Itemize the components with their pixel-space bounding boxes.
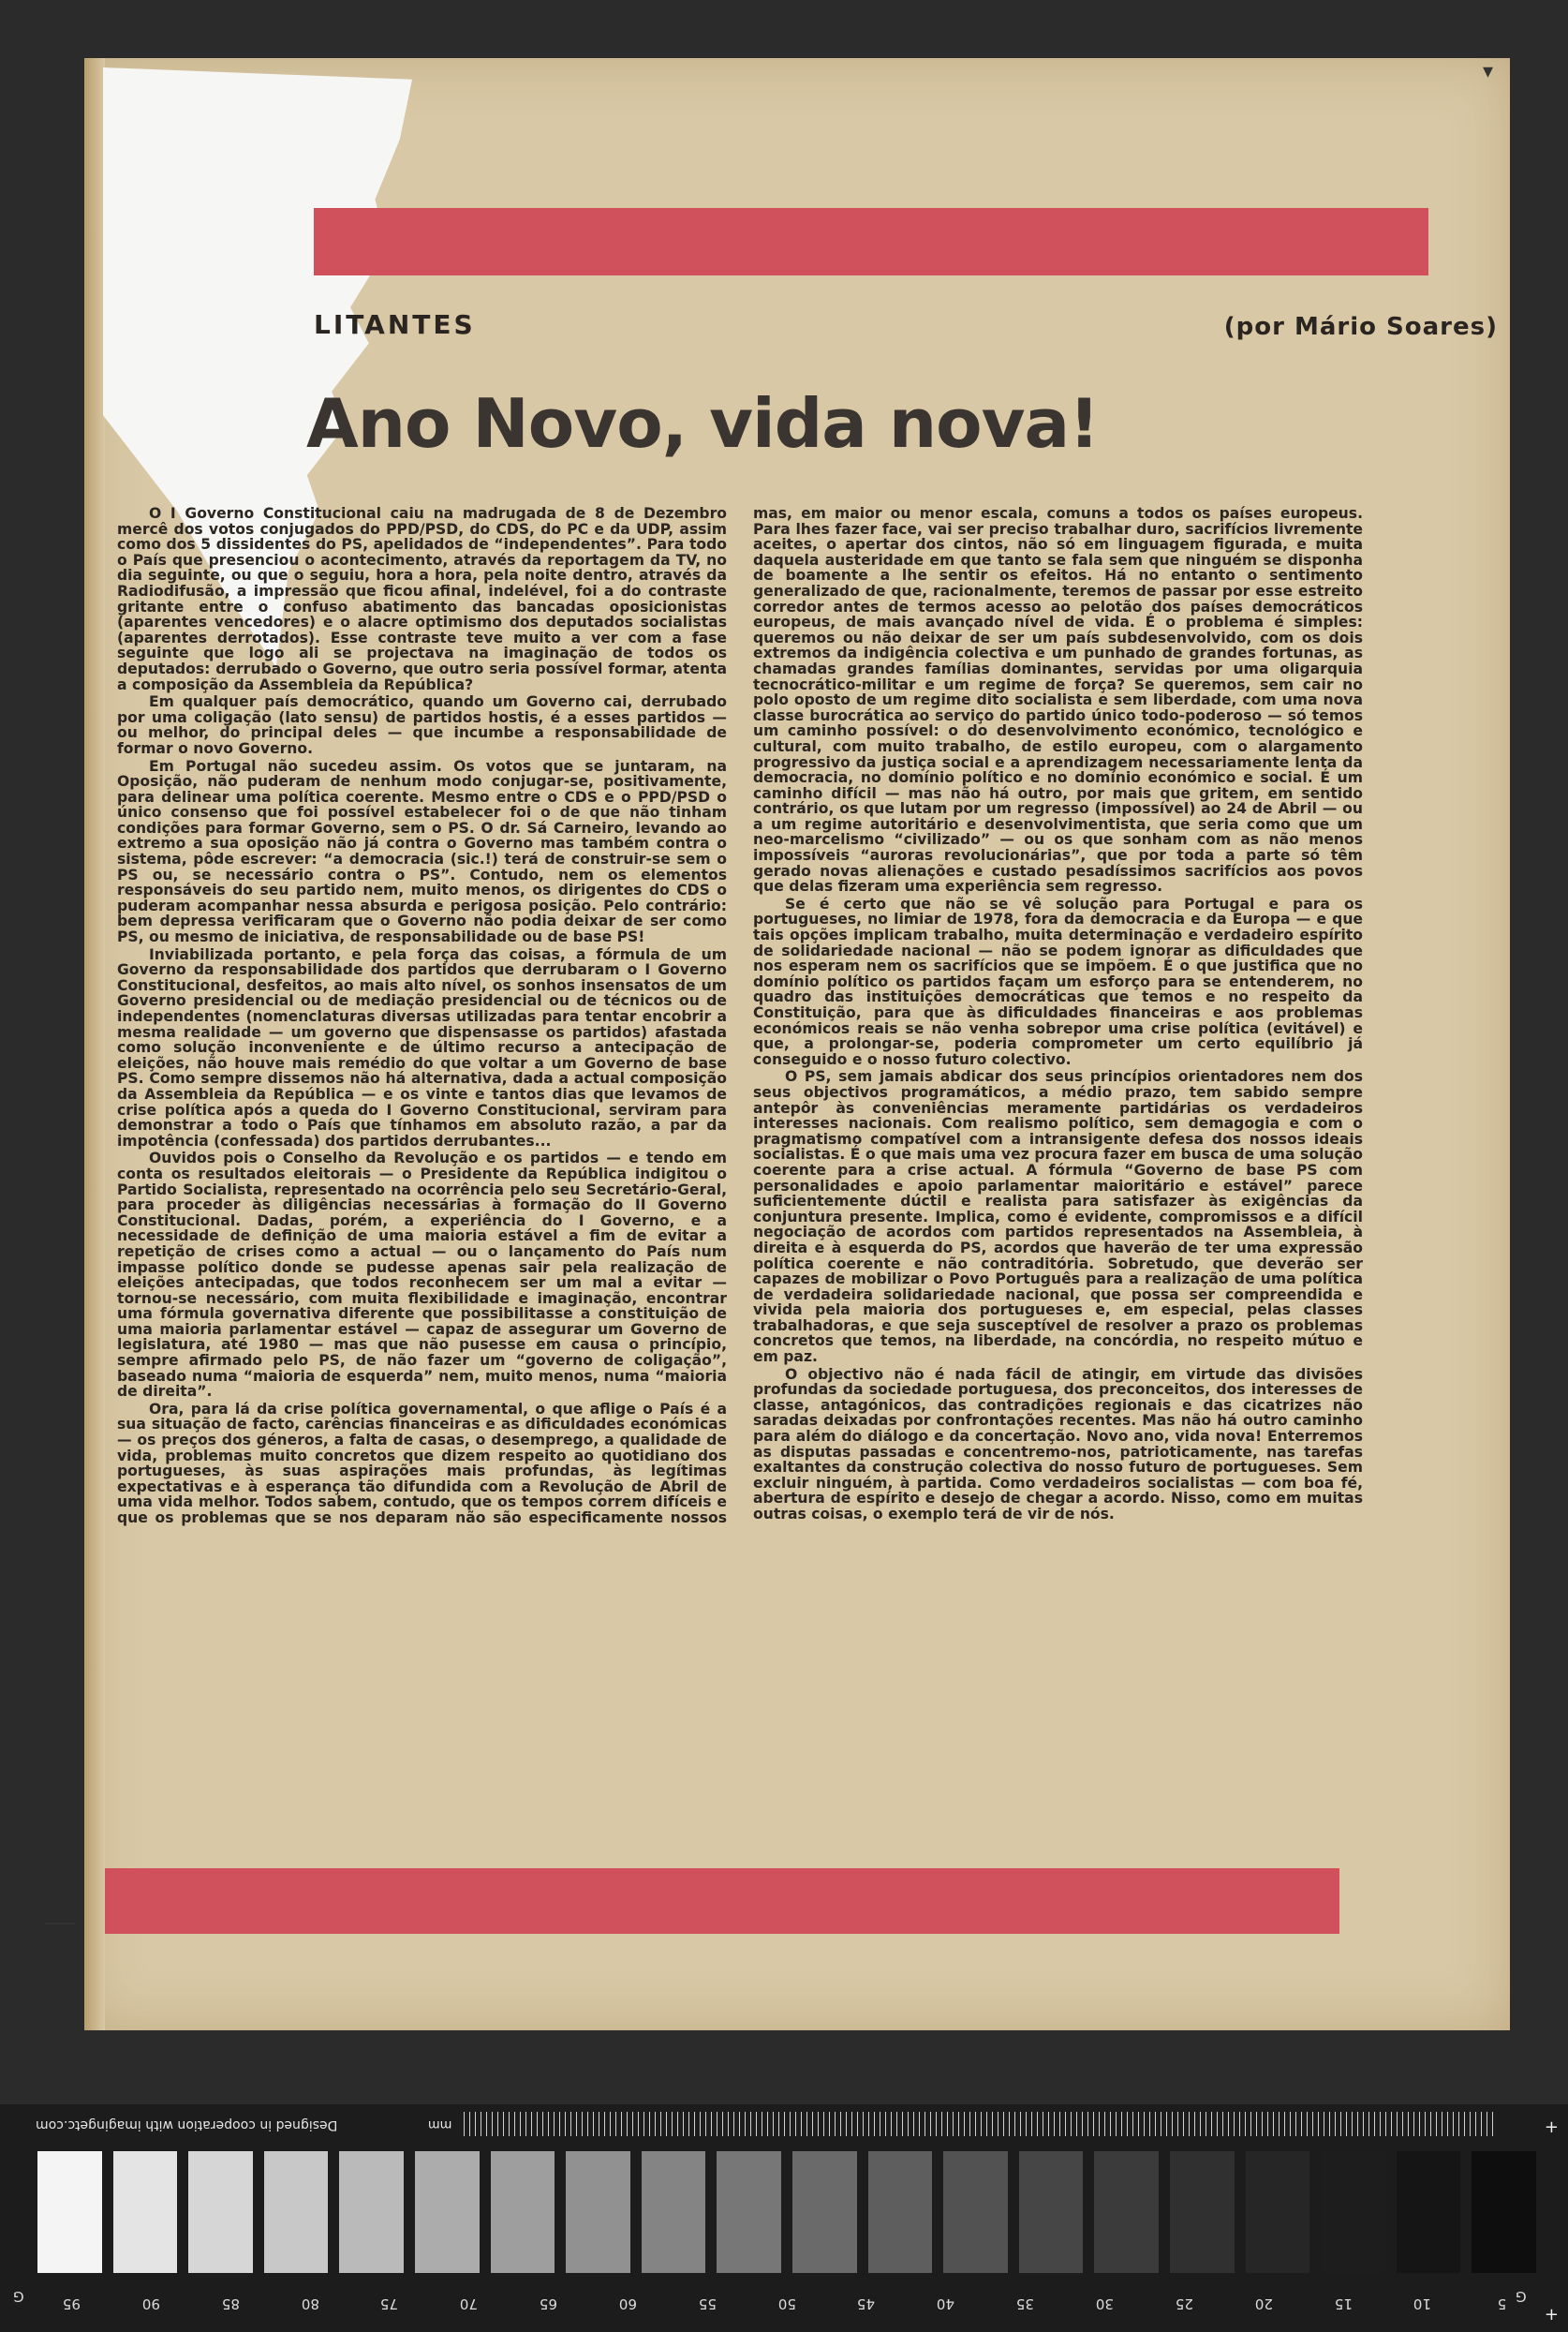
scale-end-left: G — [13, 2288, 24, 2305]
gray-scale-label: 25 — [1175, 2295, 1193, 2312]
gray-scale-label: 30 — [1095, 2295, 1114, 2312]
gray-swatch — [1321, 2151, 1385, 2273]
article-paragraph: O PS, sem jamais abdicar dos seus princípios orientadores nem dos seus objectivos programáticos, a médio prazo, tem sabido sempre antepôr às conveniências meramente partidárias os verdadeiros interesses nacionais. Com realismo político, sem demagogia e com o pragmatismo compatível com a intransigente defesa dos nossos ideais socialistas. É o que mais uma vez procura fazer em busca de uma solução coerente para a crise actual. A fórmula “Governo de base PS com personalidades e apoio parlamentar maioritário e estável” parece suficientemente dúctil e realista para satisfazer às exigências da conjuntura presente. Implica, como é evidente, compromissos e a difícil negociação de acordos com partidos representados na Assembleia, à direita e à esquerda do PS, acordos que haverão de ter uma expressão política coerente e não contraditória. Sobretudo, que deverão ser capazes de mobilizar o Povo Português para a realização de uma política de verdadeira solidariedade nacional, que possa ser compreendida e vivida pela maioria dos portugueses e, em especial, pelas classes trabalhadoras, e que seja susceptível de resolver a prazo os problemas concretos que temos, na liberdade, na concórdia, no respeito mútuo e em paz. — [753, 1068, 1363, 1366]
gray-scale-label: 50 — [777, 2295, 796, 2312]
gray-swatch — [113, 2151, 178, 2273]
gray-scale-label: 35 — [1016, 2295, 1035, 2312]
article-body — [117, 506, 1363, 1836]
target-credit: Designed in cooperation with imagingetc.com — [36, 2117, 338, 2132]
gray-swatch — [868, 2151, 933, 2273]
gray-swatch — [1246, 2151, 1310, 2273]
scale-end-right: G — [1516, 2288, 1527, 2305]
headline: Ano Novo, vida nova! — [306, 384, 1099, 463]
gray-scale-label: 90 — [141, 2295, 160, 2312]
gray-swatch — [943, 2151, 1008, 2273]
top-red-bar — [314, 208, 1428, 275]
gray-scale-label: 95 — [62, 2295, 81, 2312]
gray-swatch — [1472, 2151, 1536, 2273]
article-paragraph: O objectivo não é nada fácil de atingir, em virtude das divisões profundas da sociedade portuguesa, dos preconceitos, dos interesses de classe, antagónicos, das contradições regionais e das cicatrizes não saradas deixadas por confrontações recentes. Mas não há outro caminho para além do diálogo e da concertação. Novo ano, vida nova! Enterremos as disputas passadas e concentremo-nos, patrioticamente, nas tarefas exaltantes da construção colectiva do nosso futuro de portugueses. Sem excluir ninguém, à partida. Como verdadeiros socialistas — com boa fé, abertura de espírito e desejo de chegar a acordo. Nisso, como em muitas outras coisas, o exemplo terá de vir de nós. — [753, 1365, 1363, 1522]
gray-swatch — [642, 2151, 706, 2273]
gray-swatch — [1397, 2151, 1461, 2273]
gray-swatch — [37, 2151, 102, 2273]
gray-swatches — [37, 2151, 1536, 2273]
gray-scale-label: 65 — [539, 2295, 558, 2312]
gray-scale-label: 15 — [1334, 2295, 1353, 2312]
gray-swatch — [792, 2151, 857, 2273]
mm-ruler — [464, 2112, 1494, 2136]
corner-mark: ▾ — [1482, 60, 1493, 83]
section-label: LITANTES — [314, 309, 476, 340]
color-calibration-target — [0, 2104, 1568, 2332]
bottom-red-bar — [105, 1868, 1339, 1934]
gray-swatch — [188, 2151, 253, 2273]
gray-swatch — [566, 2151, 630, 2273]
gray-swatch — [1019, 2151, 1084, 2273]
gray-scale-label: 55 — [698, 2295, 717, 2312]
gray-scale-label: 20 — [1254, 2295, 1273, 2312]
gray-swatch — [491, 2151, 555, 2273]
article-paragraph: Ora, para lá da crise política governamental, o que aflige o País é a sua situação de facto, carências financeiras e as dificuldades económicas — os preços dos géneros, a falta de casas, o desemprego, a qualidade de vida, problemas muito concretos que dizem respeito ao quotidiano dos portugueses, às suas aspirações mais profundas, às legítimas expectativas e à esperança tão difundida com a Revolução de Abril de uma vida melhor. Todos sabem, contudo, que os tempos correm difíceis e que os problemas que se nos deparam não são especificamente nossos mas, em maior ou menor escala, comuns a todos os países europeus. Para lhes fazer face, vai ser preciso trabalhar duro, sacrifícios livremente aceites, o apertar dos cintos, não só em linguagem figurada, e muita daquela austeridade em que tanto se fala sem que ninguém se disponha de boamente a lhe sentir os efeitos. Há no entanto o sentimento generalizado de que, racionalmente, teremos de passar por esse estreito corredor antes de termos acesso ao pelotão dos países democráticos europeus, de mais avançado nível de vida. É o problema é simples: queremos ou não deixar de ser um país subdesenvolvido, com os dois extremos da indigência colectiva e um punhado de grandes fortunas, as chamadas grandes famílias dominantes, servidas por uma oligarquia tecnocrático-militar e um regime de força? Se queremos, sem cair no polo oposto de um regime dito socialista e sem liberdade, com uma nova classe burocrática ao serviço do partido único todo-poderoso — só temos um caminho possível: o do desenvolvimento económico, tecnológico e cultural, com muito trabalho, de estilo europeu, com o alargamento progressivo da justiça social e a aprendizagem necessariamente lenta da democracia, no domínio político e no domínio económico e social. É um caminho difícil — mas não há outro, por mais que gritem, em sentido contrário, os que lutam por um regresso (impossível) ao 24 de Abril — ou a um regime autoritário e desenvolvimentista, que seria como que um neo-marcelismo “civilizado” — ou os que sonham com as não menos impossíveis “auroras revolucionárias”, que por toda a parte só têm gerado novas alienações e custado pesadíssimos sacrifícios aos povos que delas fizeram uma experiência sem regresso. — [117, 505, 1363, 1526]
article-paragraph: Inviabilizada portanto, e pela força das coisas, a fórmula de um Governo da responsabilidade dos partidos que derrubaram o I Governo Constitucional, desfeitos, ao mais alto nível, os sonhos insensatos de um Governo presidencial ou de mediação presidencial ou de técnicos ou de independentes (nomenclaturas diversas utilizadas para tentar encobrir a mesma realidade — um governo que dispensasse os partidos) afastada como solução inconveniente e de último recurso a antecipação de eleições, não houve mais remédio do que voltar a um Governo de base PS. Como sempre dissemos não há alternativa, dada a actual composição da Assembleia da República — e os vinte e tantos dias que levamos de crise política após a queda do I Governo Constitucional, serviram para demonstrar a todo o País que tínhamos em absoluto razão, a par da impotência (confessada) dos partidos derrubantes... — [117, 945, 727, 1150]
article-paragraph: Em qualquer país democrático, quando um Governo cai, derrubado por uma coligação (lato sensu) de partidos hostis, é a esses partidos — ou melhor, do principal deles — que incumbe a responsabilidade de formar o novo Governo. — [117, 693, 727, 757]
plus-mark: + — [1544, 2117, 1559, 2137]
article-paragraph: Em Portugal não sucedeu assim. Os votos que se juntaram, na Oposição, não puderam de nenhum modo conjugar-se, positivamente, para delinear uma política coerente. Mesmo entre o CDS e o PPD/PSD o único consenso que foi possível estabelecer foi o de que não tinham condições para formar Governo, sem o PS. O dr. Sá Carneiro, levando ao extremo a sua oposição não já contra o Governo mas também contra o sistema, pôde escrever: “a democracia (sic.!) terá de construir-se sem o PS ou, se necessário contra o PS”. Contudo, nem os elementos responsáveis do seu partido nem, muito menos, os dirigentes do CDS o puderam acompanhar nessa absurda e perigosa posição. Pelo contrário: bem depressa verificaram que o Governo não podia deixar de ser como PS, ou mesmo de iniciativa, de responsabilidade ou de base PS! — [117, 757, 727, 946]
gray-scale-label: 40 — [937, 2295, 955, 2312]
gray-scale-label: 70 — [460, 2295, 479, 2312]
article-paragraph: Se é certo que não se vê solução para Portugal e para os portugueses, no limiar de 1978, fora da democracia e da Europa — e que tais opções implicam trabalho, muita determinação e verdadeiro espírito de solidariedade nacional — não se podem ignorar as dificuldades que nos esperam nem os sacrifícios que se impõem. É o que justifica que no domínio político os partidos façam um esforço para se entenderem, no quadro das instituições democráticas que temos e no respeito da Constituição, para que às dificuldades financeiras e aos problemas económicos reais se não venha sobrepor uma crise política (evitável) e que, a prolongar-se, poderia comprometer um certo equilíbrio já conseguido e o nosso futuro colectivo. — [753, 895, 1363, 1068]
gray-swatch — [1094, 2151, 1159, 2273]
plus-mark: + — [1544, 2305, 1559, 2325]
gray-swatch — [415, 2151, 480, 2273]
ruler-unit-label: mm — [428, 2117, 452, 2131]
gray-scale-label: 10 — [1413, 2295, 1432, 2312]
gray-scale-label: 85 — [221, 2295, 240, 2312]
byline: (por Mário Soares) — [1223, 313, 1498, 341]
gray-scale-labels — [37, 2284, 1536, 2312]
gray-scale-label: 80 — [301, 2295, 319, 2312]
gray-swatch — [264, 2151, 329, 2273]
gray-scale-label: 45 — [857, 2295, 876, 2312]
page-edge — [84, 58, 105, 2030]
gray-scale-label: 5 — [1497, 2295, 1507, 2312]
gray-scale-label: 60 — [618, 2295, 637, 2312]
gray-swatch — [1170, 2151, 1235, 2273]
article-paragraph: O I Governo Constitucional caiu na madrugada de 8 de Dezembro mercê dos votos conjugados do PPD/PSD, do CDS, do PC e da UDP, assim como dos 5 dissidentes do PS, apelidados de “independentes”. Para todo o País que presenciou o acontecimento, através da reportagem da TV, no dia seguinte, ou que o seguiu, hora a hora, pela noite dentro, através da Radiodifusão, a impressão que ficou afinal, indelével, foi a do contraste gritante entre o confuso abatimento das bancadas oposicionistas (aparentes vencedores) e o alacre optimismo dos deputados socialistas (aparentes derrotados). Esse contraste teve muito a ver com a fase seguinte que logo ali se projectava na imaginação de todos os deputados: derrubado o Governo, que outro seria possível formar, atenta a composição da Assembleia da República? — [117, 505, 727, 693]
article-paragraph: Ouvidos pois o Conselho da Revolução e os partidos — e tendo em conta os resultados eleitorais — o Presidente da República indigitou o Partido Socialista, representado na ocorrência pelo seu Secretário-Geral, para proceder às diligências necessárias à formação do II Governo Constitucional. Dadas, porém, a experiência do I Governo, e a necessidade de definição de uma maioria estável a fim de evitar a repetição de crises como a actual — ou o lançamento do País num impasse político donde se pudesse apenas sair pela realização de eleições antecipadas, que todos reconhecem ser um mal a evitar — tornou-se necessário, com muita flexibilidade e imaginação, encontrar uma fórmula governativa diferente que possibilitasse a constituição de uma maioria parlamentar estável — capaz de assegurar um Governo de legislatura, até 1980 — mas que não pusesse em causa o princípio, sempre afirmado pelo PS, de não fazer um “governo de coligação”, baseado numa “maioria de esquerda” nem, muito menos, numa “maioria de direita”. — [117, 1150, 727, 1401]
gray-scale-label: 75 — [380, 2295, 399, 2312]
gray-swatch — [339, 2151, 404, 2273]
margin-dash — [45, 1923, 75, 1924]
gray-swatch — [717, 2151, 781, 2273]
